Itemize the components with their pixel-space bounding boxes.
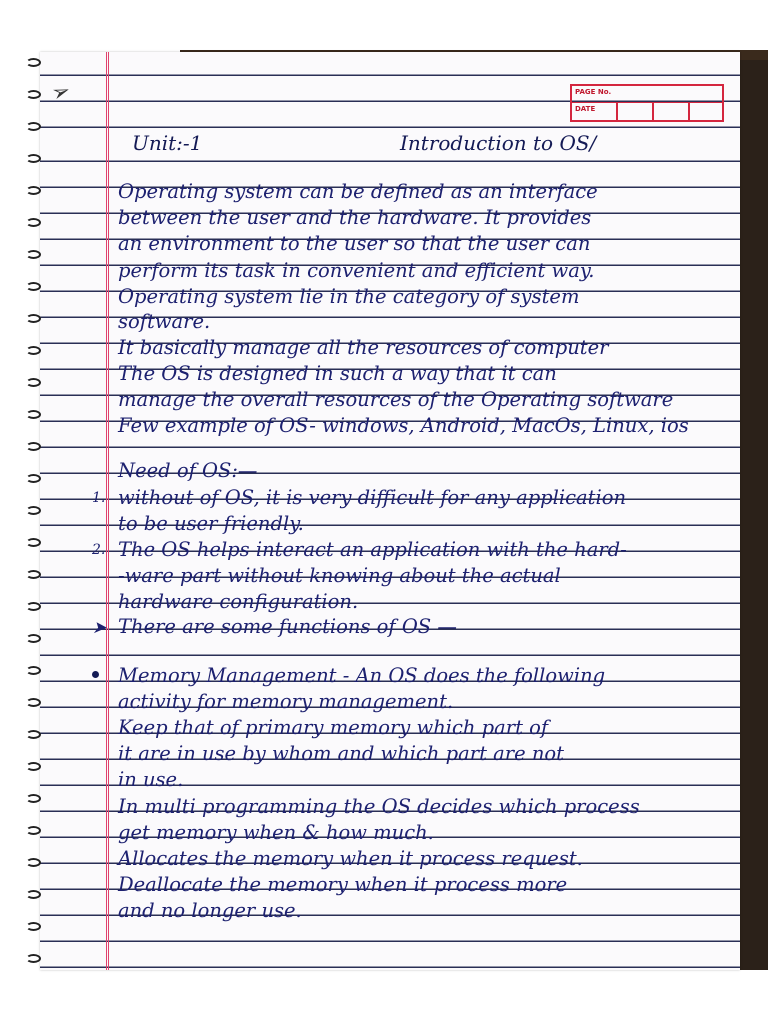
memory-line: and no longer use. bbox=[118, 899, 302, 922]
binding-ring bbox=[26, 218, 41, 227]
memory-line: it are in use by whom and which part are not bbox=[118, 742, 564, 765]
binding-ring bbox=[26, 858, 41, 867]
arrow-marker: ➤ bbox=[92, 618, 107, 638]
binding-ring bbox=[26, 506, 41, 515]
memory-line: Allocates the memory when it process request. bbox=[118, 847, 583, 870]
need-point-line: There are some functions of OS — bbox=[118, 615, 457, 638]
page-date-box bbox=[570, 84, 724, 122]
binding-ring bbox=[26, 666, 41, 675]
binding-ring bbox=[26, 282, 41, 291]
date-row bbox=[572, 103, 722, 120]
binding-ring bbox=[26, 890, 41, 899]
point-marker: 1. bbox=[92, 490, 106, 506]
binding-ring bbox=[26, 442, 41, 451]
intro-line: The OS is designed in such a way that it can bbox=[118, 362, 557, 385]
binding-ring bbox=[26, 346, 41, 355]
point-marker: 2. bbox=[92, 542, 106, 558]
date-cell-divider bbox=[616, 103, 618, 121]
bullet-point bbox=[92, 671, 99, 678]
binding-ring bbox=[26, 250, 41, 259]
binding-ring bbox=[26, 730, 41, 739]
binding-ring bbox=[26, 58, 41, 67]
need-point-line: to be user friendly. bbox=[118, 512, 304, 535]
binding-ring bbox=[26, 794, 41, 803]
intro-line: between the user and the hardware. It provides bbox=[118, 206, 592, 229]
binding-ring bbox=[26, 922, 41, 931]
intro-line: perform its task in convenient and efficient way. bbox=[118, 259, 595, 282]
binding-ring bbox=[26, 762, 41, 771]
binding-ring bbox=[26, 90, 41, 99]
binding-ring bbox=[26, 954, 41, 963]
memory-line: Memory Management - An OS does the following bbox=[118, 664, 606, 687]
binding-ring bbox=[26, 698, 41, 707]
binding-ring bbox=[26, 474, 41, 483]
intro-line: Operating system can be defined as an interface bbox=[118, 180, 598, 203]
intro-line: manage the overall resources of the Operating software bbox=[118, 388, 674, 411]
binding-ring bbox=[26, 186, 41, 195]
binding-ring bbox=[26, 122, 41, 131]
need-point-line: hardware configuration. bbox=[118, 590, 359, 613]
spiral-binding bbox=[0, 0, 40, 1024]
memory-line: in use. bbox=[118, 768, 184, 791]
memory-line: Deallocate the memory when it process more bbox=[118, 873, 568, 896]
notebook-page bbox=[40, 52, 740, 970]
binding-ring bbox=[26, 602, 41, 611]
scribble-arrow-icon: ➢ bbox=[48, 77, 75, 108]
intro-line: Operating system lie in the category of system bbox=[118, 285, 580, 308]
memory-line: Keep that of primary memory which part of bbox=[118, 716, 549, 739]
binding-ring bbox=[26, 410, 41, 419]
page-title: Introduction to OS/ bbox=[400, 131, 597, 155]
need-heading: Need of OS:— bbox=[118, 459, 258, 482]
intro-line: software. bbox=[118, 310, 211, 333]
need-point-line: -ware part without knowing about the actual bbox=[118, 564, 561, 587]
intro-line: It basically manage all the resources of computer bbox=[118, 336, 609, 359]
memory-line: activity for memory management. bbox=[118, 690, 454, 713]
binding-ring bbox=[26, 314, 41, 323]
date-label: DATE bbox=[575, 105, 596, 113]
margin-line bbox=[106, 52, 109, 970]
binding-ring bbox=[26, 826, 41, 835]
binding-ring bbox=[26, 538, 41, 547]
intro-line: an environment to the user so that the user can bbox=[118, 232, 591, 255]
need-point-line: without of OS, it is very difficult for any application bbox=[118, 486, 627, 509]
memory-line: In multi programming the OS decides which process bbox=[118, 795, 640, 818]
background-edge-right bbox=[738, 60, 768, 970]
intro-line: Few example of OS- windows, Android, MacOs, Linux, ios bbox=[118, 414, 689, 437]
unit-heading: Unit:-1 bbox=[132, 131, 203, 155]
page-number-row bbox=[572, 86, 722, 103]
binding-ring bbox=[26, 570, 41, 579]
date-cell-divider bbox=[688, 103, 690, 121]
page-number-label: PAGE No. bbox=[575, 88, 612, 96]
need-point-line: The OS helps interact an application with the hard- bbox=[118, 538, 627, 561]
binding-ring bbox=[26, 154, 41, 163]
binding-ring bbox=[26, 634, 41, 643]
memory-line: get memory when & how much. bbox=[118, 821, 434, 844]
date-cell-divider bbox=[652, 103, 654, 121]
binding-ring bbox=[26, 378, 41, 387]
